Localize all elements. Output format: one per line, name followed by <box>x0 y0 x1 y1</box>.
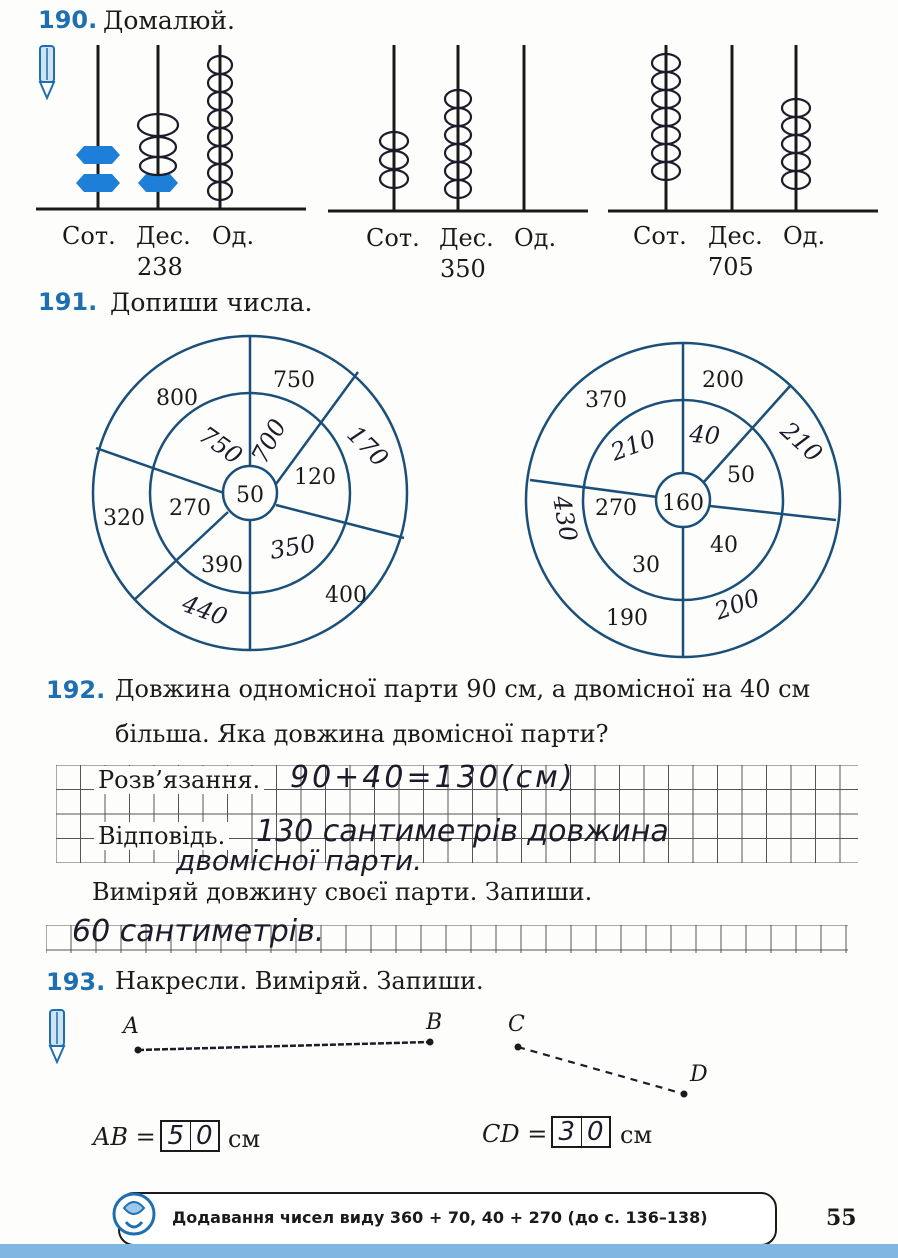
cd-value-box <box>551 1116 611 1148</box>
label-tens: Дес. <box>439 224 494 252</box>
handwritten-number: 700 <box>245 414 293 469</box>
abacus-value: 350 <box>440 255 486 283</box>
exercise-number: 191. <box>38 288 98 316</box>
inner-number: 390 <box>201 553 243 578</box>
exercise-190 <box>0 0 898 290</box>
center-number: 160 <box>662 491 704 516</box>
topic-emblem-icon <box>110 1188 158 1246</box>
exercise-number: 192. <box>46 676 106 704</box>
inner-number: 30 <box>632 553 660 578</box>
label-tens: Дес. <box>136 222 191 250</box>
answer-label: Відповідь. <box>94 822 229 850</box>
label-hundreds: Сот. <box>366 224 420 252</box>
outer-number: 320 <box>103 506 145 531</box>
abacus-drawings <box>0 0 898 240</box>
answer-handwriting: 130 сантиметрів довжина <box>256 814 669 849</box>
label-hundreds: Сот. <box>62 222 116 250</box>
handwritten-number: 40 <box>688 419 722 451</box>
handwritten-number: 210 <box>606 424 660 467</box>
bottom-decorative-strip <box>0 1244 898 1258</box>
center-number: 50 <box>236 483 264 508</box>
outer-number: 400 <box>325 583 367 608</box>
handwritten-number: 750 <box>193 420 248 471</box>
ab-unit: см <box>228 1125 261 1153</box>
topic-text: Додавання чисел виду 360 + 70, 40 + 270 (до с. 136–138) <box>172 1208 708 1227</box>
label-tens: Дес. <box>708 222 763 250</box>
solution-label: Розв’язання. <box>94 766 264 794</box>
outer-number: 370 <box>585 388 627 413</box>
problem-text: більша. Яка довжина двомісної парти? <box>115 720 609 748</box>
outer-number: 190 <box>606 606 648 631</box>
measure-prompt: Виміряй довжину своєї парти. Запиши. <box>92 878 593 906</box>
outer-number: 800 <box>156 386 198 411</box>
inner-number: 120 <box>294 465 336 490</box>
inner-number: 270 <box>169 496 211 521</box>
point-a-label: A <box>123 1014 139 1039</box>
cd-digit: 0 <box>586 1117 604 1147</box>
ab-digit: 0 <box>195 1121 213 1151</box>
label-units: Од. <box>514 224 557 252</box>
cd-label: CD = <box>482 1120 548 1148</box>
inner-number: 50 <box>727 463 755 488</box>
cd-unit: см <box>620 1121 653 1149</box>
handwritten-number: 430 <box>547 493 583 544</box>
handwritten-number: 350 <box>267 529 318 565</box>
point-c-label: C <box>508 1012 525 1037</box>
abacus-value: 705 <box>708 253 754 281</box>
topic-banner <box>118 1192 777 1246</box>
solution-handwriting: 90+40=130(см) <box>290 760 576 795</box>
ab-digit: 5 <box>162 1122 191 1150</box>
point-b-label: B <box>426 1010 443 1035</box>
cd-digit: 3 <box>553 1118 582 1146</box>
ab-value-box <box>160 1120 220 1152</box>
ab-label: AB = <box>93 1123 156 1151</box>
inner-number: 40 <box>710 533 738 558</box>
outer-number: 750 <box>273 368 315 393</box>
handwritten-number: 210 <box>774 416 828 468</box>
number-wheels <box>0 330 898 660</box>
problem-text: Довжина одномісної парти 90 см, а двомісної на 40 см <box>115 675 811 703</box>
exercise-number: 193. <box>46 968 106 996</box>
measure-handwriting: 60 сантиметрів. <box>72 914 325 949</box>
exercise-title: Накресли. Виміряй. Запиши. <box>115 967 484 995</box>
outer-number: 200 <box>702 368 744 393</box>
abacus-value: 238 <box>137 253 183 281</box>
inner-number: 270 <box>595 496 637 521</box>
point-d-label: D <box>690 1062 708 1087</box>
handwritten-number: 200 <box>710 583 764 626</box>
answer-handwriting: двомісної парти. <box>176 844 423 877</box>
label-hundreds: Сот. <box>633 222 687 250</box>
exercise-title: Допиши числа. <box>110 288 313 317</box>
label-units: Од. <box>783 222 826 250</box>
page-number: 55 <box>826 1205 857 1231</box>
blue-beads <box>76 146 178 192</box>
exercise-title: Домалюй. <box>103 6 235 35</box>
handwritten-number: 170 <box>341 420 394 473</box>
label-units: Од. <box>212 222 255 250</box>
handwritten-number: 440 <box>178 589 232 632</box>
exercise-number: 190. <box>38 6 98 34</box>
